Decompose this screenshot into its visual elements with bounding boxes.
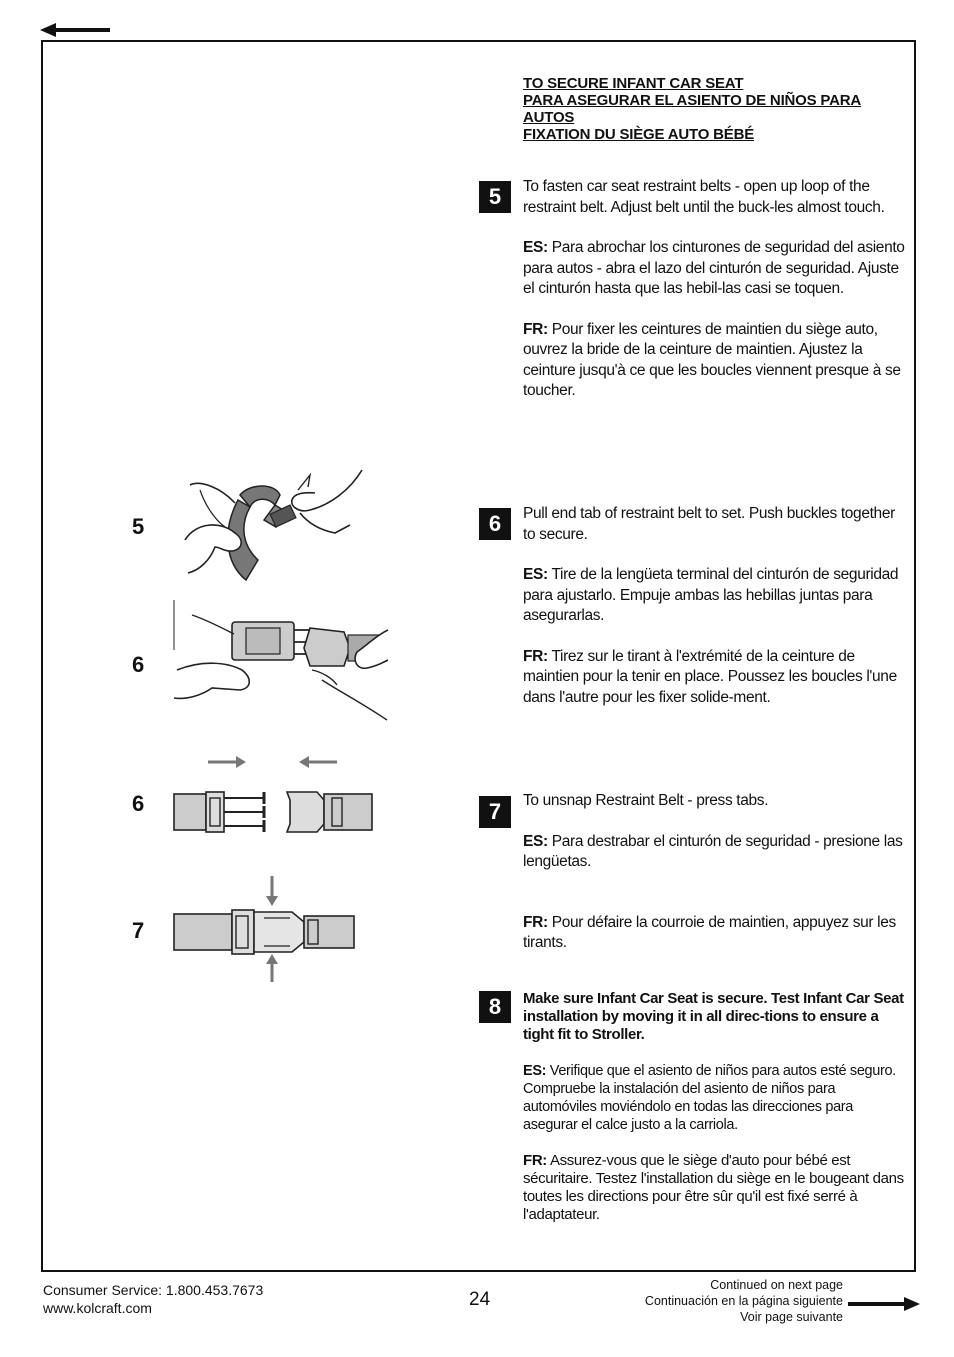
step-6-fr: FR: Tirez sur le tirant à l'extrémité de la ceinture de maintien pour la tenir en place. Poussez les boucles l'une dans l'autre pour les fixer solide-ment.: [523, 647, 897, 706]
step-5-fr: FR: Pour fixer les ceintures de maintien du siège auto, ouvrez la bride de la ceinture de maintien. Ajustez la ceinture jusqu'à ce que les boucles viennent presque à se toucher.: [523, 320, 901, 399]
continued-en: Continued on next page: [710, 1278, 843, 1292]
step-5-text: [523, 177, 908, 422]
step-8-en: Make sure Infant Car Seat is secure. Test Infant Car Seat installation by moving it in all direc-tions to ensure a tight fit to Stroller.: [523, 990, 904, 1043]
hands-open-belt-loop-illustration: [180, 465, 365, 590]
heading-es: PARA ASEGURAR EL ASIENTO DE NIÑOS PARA AUTOS: [523, 92, 861, 126]
step-6-es: ES: Tire de la lengüeta terminal del cinturón de seguridad para ajustarlo. Empuje ambas las hebillas juntas para asegurarlas.: [523, 566, 899, 624]
continued-note: [645, 1277, 843, 1325]
step-6-en: Pull end tab of restraint belt to set. Push buckles together to secure.: [523, 505, 895, 543]
step-badge-7: 7: [479, 796, 511, 828]
heading-fr: FIXATION DU SIÈGE AUTO BÉBÉ: [523, 126, 755, 143]
hands-push-buckles-illustration: [172, 600, 392, 725]
figure-number-6a: 6: [132, 652, 145, 677]
section-heading: [523, 75, 908, 143]
step-7-en: To unsnap Restraint Belt - press tabs.: [523, 792, 769, 809]
heading-en: TO SECURE INFANT CAR SEAT: [523, 75, 744, 92]
step-7-es: ES: Para destrabar el cinturón de seguridad - presione las lengüetas.: [523, 832, 903, 870]
continued-es: Continuación en la página siguiente: [644, 1294, 843, 1308]
figure-number-6b: 6: [132, 791, 145, 816]
step-8-fr: FR: Assurez-vous que le siège d'auto pour bébé est sécuritaire. Testez l'installation du siège en le bougeant dans toutes les directions pour être sûr qu'il est fixé serré à l'adaptateur.: [523, 1152, 904, 1223]
step-badge-5: 5: [479, 181, 511, 213]
step-7-text: [523, 791, 908, 974]
buckle-press-tabs-diagram: [172, 874, 357, 989]
step-8-es: ES: Verifique que el asiento de niños para autos esté seguro. Compruebe la instalación del asiento de niños para automóviles moviéndolo en todas las direcciones para asegurar el calce justo a la carriola.: [523, 1063, 896, 1133]
step-5-en: To fasten car seat restraint belts - open up loop of the restraint belt. Adjust belt until the buck-les almost touch.: [523, 178, 885, 216]
step-badge-8: 8: [479, 991, 511, 1023]
back-arrow-icon: [40, 20, 112, 40]
step-8-text: [523, 990, 908, 1242]
page-number: 24: [469, 1289, 491, 1310]
website-link[interactable]: www.kolcraft.com: [43, 1300, 152, 1316]
step-7-fr: FR: Pour défaire la courroie de maintien, appuyez sur les tirants.: [523, 913, 896, 951]
next-page-arrow-icon: [848, 1296, 920, 1312]
step-5-es: ES: Para abrochar los cinturones de seguridad del asiento para autos - abra el lazo del cinturón de seguridad. Ajuste el cinturón hasta que las hebil-las casi se toquen.: [523, 239, 905, 297]
buckles-apart-diagram: [172, 752, 377, 837]
consumer-service: Consumer Service: 1.800.453.7673: [43, 1282, 264, 1298]
footer-contact: [43, 1281, 263, 1317]
step-6-text: [523, 504, 908, 728]
continued-fr: Voir page suivante: [740, 1310, 843, 1324]
figure-number-7: 7: [132, 918, 145, 943]
figure-number-5: 5: [132, 514, 145, 539]
step-badge-6: 6: [479, 508, 511, 540]
